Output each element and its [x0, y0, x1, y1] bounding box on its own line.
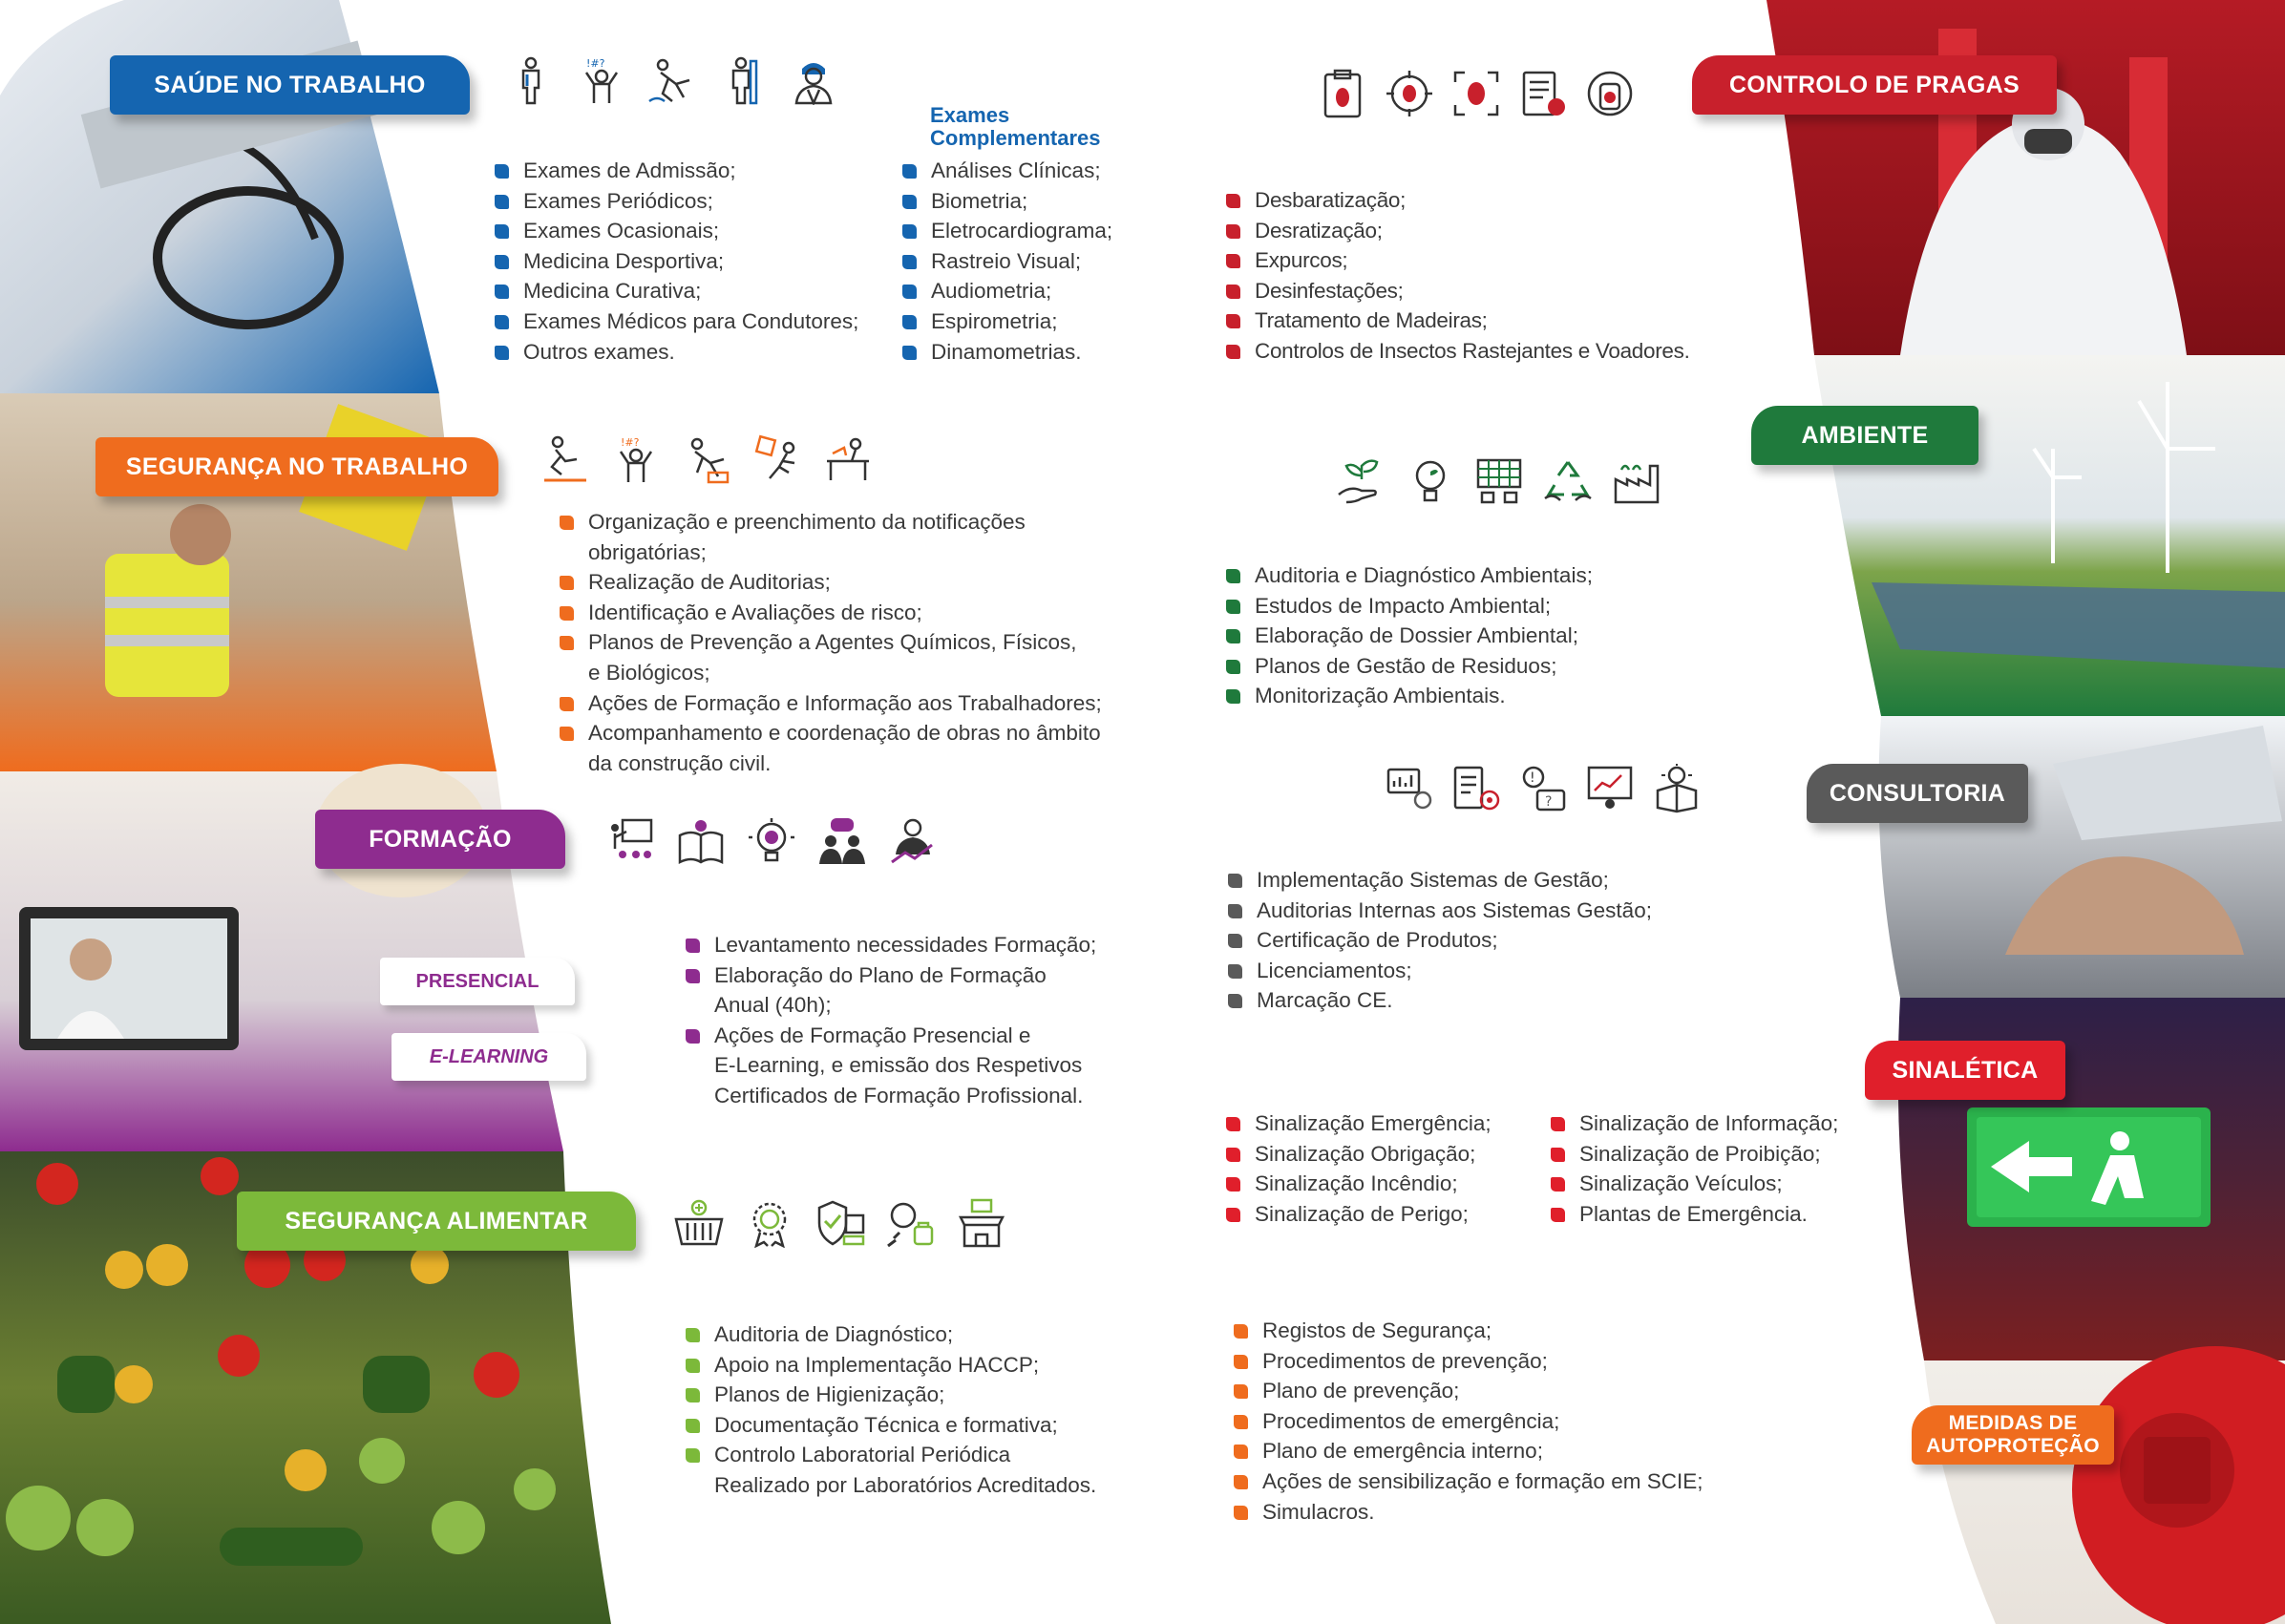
eco-bulb-icon: [1406, 456, 1455, 506]
pesticide-icon: [1585, 69, 1635, 118]
list-item: Sinalização Obrigação;: [1226, 1139, 1492, 1170]
list-item: Medicina Curativa;: [495, 276, 858, 306]
list-item-continuation: obrigatórias;: [588, 539, 707, 564]
recycle-icon: [1543, 456, 1593, 506]
saude-complementary-list: [902, 156, 1112, 367]
section-title-sinaletica: SINALÉTICA: [1865, 1041, 2065, 1100]
consultant-board-icon: [1585, 764, 1635, 813]
list-item-continuation: Certificados de Formação Profissional.: [714, 1083, 1084, 1107]
list-item: Simulacros.: [1234, 1497, 1703, 1528]
slip-hazard-icon: [540, 434, 590, 484]
list-item: Exames Ocasionais;: [495, 216, 858, 246]
formacao-list: [686, 930, 1096, 1111]
list-item: Planos de Higienização;: [686, 1380, 1096, 1410]
list-item: Implementação Sistemas de Gestão;: [1228, 865, 1652, 896]
list-item: Elaboração de Dossier Ambiental;: [1226, 621, 1593, 651]
section-title-seguranca: SEGURANÇA NO TRABALHO: [95, 437, 498, 496]
list-item: Licenciamentos;: [1228, 956, 1652, 986]
list-item: Desratização;: [1226, 216, 1690, 246]
list-item: Espirometria;: [902, 306, 1112, 337]
list-item: Identificação e Avaliações de risco;: [560, 598, 1102, 628]
list-item: Sinalização de Perigo;: [1226, 1199, 1492, 1230]
list-item: Desbaratização;: [1226, 185, 1690, 216]
saude-complementary-title: [930, 104, 1101, 150]
list-item: Sinalização Incêndio;: [1226, 1169, 1492, 1199]
medidas-title-line-2: AUTOPROTEÇÃO: [1926, 1435, 2100, 1457]
list-item: Sinalização de Informação;: [1551, 1108, 1838, 1139]
list-item: Documentação Técnica e formativa;: [686, 1410, 1096, 1441]
list-item: Desinfestações;: [1226, 276, 1690, 306]
basket-icon: [674, 1198, 724, 1248]
section-title-pragas: CONTROLO DE PRAGAS: [1692, 55, 2057, 115]
list-item-continuation: da construção civil.: [588, 750, 772, 775]
section-title-alimentar: SEGURANÇA ALIMENTAR: [237, 1192, 636, 1251]
list-item: Ações de sensibilização e formação em SCIE;: [1234, 1466, 1703, 1497]
list-item-continuation: Anual (40h);: [714, 993, 832, 1018]
list-item: Estudos de Impacto Ambiental;: [1226, 591, 1593, 622]
growth-person-icon: [888, 816, 938, 866]
seguranca-list: [560, 507, 1102, 778]
book-idea-icon: [676, 816, 726, 866]
svg-text:!#?: !#?: [621, 436, 640, 449]
store-icon: [957, 1198, 1006, 1248]
seguranca-icons: [540, 434, 873, 484]
desk-worker-icon: [823, 434, 873, 484]
alimentar-list: [686, 1319, 1096, 1501]
fall-icon: [682, 434, 731, 484]
doctor-icon: [789, 55, 838, 105]
falling-person-icon: [647, 55, 697, 105]
ambiente-icons: [1337, 456, 1661, 506]
list-item: Outros exames.: [495, 337, 858, 368]
list-item: Procedimentos de prevenção;: [1234, 1346, 1703, 1377]
formacao-icons: [605, 816, 938, 866]
list-item: Eletrocardiograma;: [902, 216, 1112, 246]
svg-text:?: ?: [1545, 794, 1553, 810]
list-item: Planos de Gestão de Residuos;: [1226, 651, 1593, 682]
tag-presencial: PRESENCIAL: [380, 958, 575, 1005]
section-title-formacao: FORMAÇÃO: [315, 810, 565, 869]
factory-plants-icon: [1612, 456, 1661, 506]
list-item: Controlo Laboratorial Periódica: [686, 1440, 1096, 1470]
list-item: Tratamento de Madeiras;: [1226, 306, 1690, 336]
list-item-continuation: Realizado por Laboratórios Acreditados.: [714, 1472, 1097, 1497]
pragas-list: [1226, 185, 1690, 367]
stressed-worker-icon: [611, 434, 661, 484]
alimentar-icons: [674, 1198, 1006, 1248]
pest-scan-icon: [1451, 69, 1501, 118]
target-checklist-icon: [1451, 764, 1501, 813]
list-item: Biometria;: [902, 186, 1112, 217]
list-item: Análises Clínicas;: [902, 156, 1112, 186]
list-item: Ações de Formação e Informação aos Trabalhadores;: [560, 688, 1102, 719]
injured-worker-icon: [718, 55, 768, 105]
list-item: Exames Médicos para Condutores;: [495, 306, 858, 337]
food-safety-shield-icon: [815, 1198, 865, 1248]
list-item: Sinalização Emergência;: [1226, 1108, 1492, 1139]
list-item: Elaboração do Plano de Formação: [686, 960, 1096, 991]
discussion-icon: [817, 816, 867, 866]
list-item: Plantas de Emergência.: [1551, 1199, 1838, 1230]
falling-box-icon: [752, 434, 802, 484]
section-title-ambiente: AMBIENTE: [1751, 406, 1978, 465]
mind-bulb-icon: [747, 816, 796, 866]
list-item: Apoio na Implementação HACCP;: [686, 1350, 1096, 1381]
list-item: Exames de Admissão;: [495, 156, 858, 186]
list-item: Sinalização Veículos;: [1551, 1169, 1838, 1199]
plant-hand-icon: [1337, 456, 1386, 506]
list-item: Dinamometrias.: [902, 337, 1112, 368]
tag-elearning: E-LEARNING: [391, 1033, 586, 1081]
pest-target-icon: [1385, 69, 1434, 118]
stressed-worker-icon: [577, 55, 626, 105]
pest-checklist-icon: [1518, 69, 1568, 118]
list-item: Auditoria de Diagnóstico;: [686, 1319, 1096, 1350]
solar-panel-icon: [1474, 456, 1524, 506]
list-item: Registos de Segurança;: [1234, 1316, 1703, 1346]
consultoria-list: [1228, 865, 1652, 1016]
product-idea-icon: [1652, 764, 1702, 813]
medidas-list: [1234, 1316, 1703, 1527]
question-idea-icon: [1518, 764, 1568, 813]
list-item: Realização de Auditorias;: [560, 567, 1102, 598]
list-item: Ações de Formação Presencial e: [686, 1021, 1096, 1051]
inspection-icon: [886, 1198, 936, 1248]
medidas-title-line-1: MEDIDAS DE: [1948, 1412, 2078, 1434]
pragas-icons: [1318, 69, 1635, 118]
saude-icons: [506, 55, 838, 105]
list-item: Medicina Desportiva;: [495, 246, 858, 277]
presentation-icon: [605, 816, 655, 866]
list-item: Marcação CE.: [1228, 985, 1652, 1016]
sinaletica-list-left: [1226, 1108, 1492, 1229]
sinaletica-list-right: [1551, 1108, 1838, 1229]
complementary-title-line-2: Complementares: [930, 126, 1101, 150]
quality-seal-icon: [745, 1198, 794, 1248]
list-item: Acompanhamento e coordenação de obras no âmbito: [560, 718, 1102, 749]
svg-text:!: !: [1530, 770, 1535, 786]
section-title-medidas: [1912, 1405, 2114, 1465]
list-item: Audiometria;: [902, 276, 1112, 306]
list-item: Sinalização de Proibição;: [1551, 1139, 1838, 1170]
list-item: Auditoria e Diagnóstico Ambientais;: [1226, 560, 1593, 591]
section-title-saude: SAÚDE NO TRABALHO: [110, 55, 470, 115]
consultoria-icons: [1385, 764, 1702, 813]
list-item: Rastreio Visual;: [902, 246, 1112, 277]
list-item-continuation: E-Learning, e emissão dos Respetivos: [714, 1053, 1083, 1078]
list-item: Organização e preenchimento da notificações: [560, 507, 1102, 538]
list-item: Planos de Prevenção a Agentes Químicos, Físicos,: [560, 627, 1102, 658]
list-item: Certificação de Produtos;: [1228, 925, 1652, 956]
list-item: Controlos de Insectos Rastejantes e Voadores.: [1226, 336, 1690, 367]
list-item: Exames Periódicos;: [495, 186, 858, 217]
management-icon: [1385, 764, 1434, 813]
list-item: Expurcos;: [1226, 245, 1690, 276]
list-item: Plano de emergência interno;: [1234, 1436, 1703, 1466]
list-item: Monitorização Ambientais.: [1226, 681, 1593, 711]
pest-report-icon: [1318, 69, 1367, 118]
worker-icon: [506, 55, 556, 105]
list-item: Procedimentos de emergência;: [1234, 1406, 1703, 1437]
list-item: Plano de prevenção;: [1234, 1376, 1703, 1406]
list-item: Auditorias Internas aos Sistemas Gestão;: [1228, 896, 1652, 926]
saude-list: [495, 156, 858, 367]
section-title-consultoria: CONSULTORIA: [1807, 764, 2028, 823]
complementary-title-line-1: Exames: [930, 103, 1010, 127]
list-item: Levantamento necessidades Formação;: [686, 930, 1096, 960]
svg-text:!#?: !#?: [586, 57, 605, 70]
list-item-continuation: e Biológicos;: [588, 660, 710, 685]
ambiente-list: [1226, 560, 1593, 711]
